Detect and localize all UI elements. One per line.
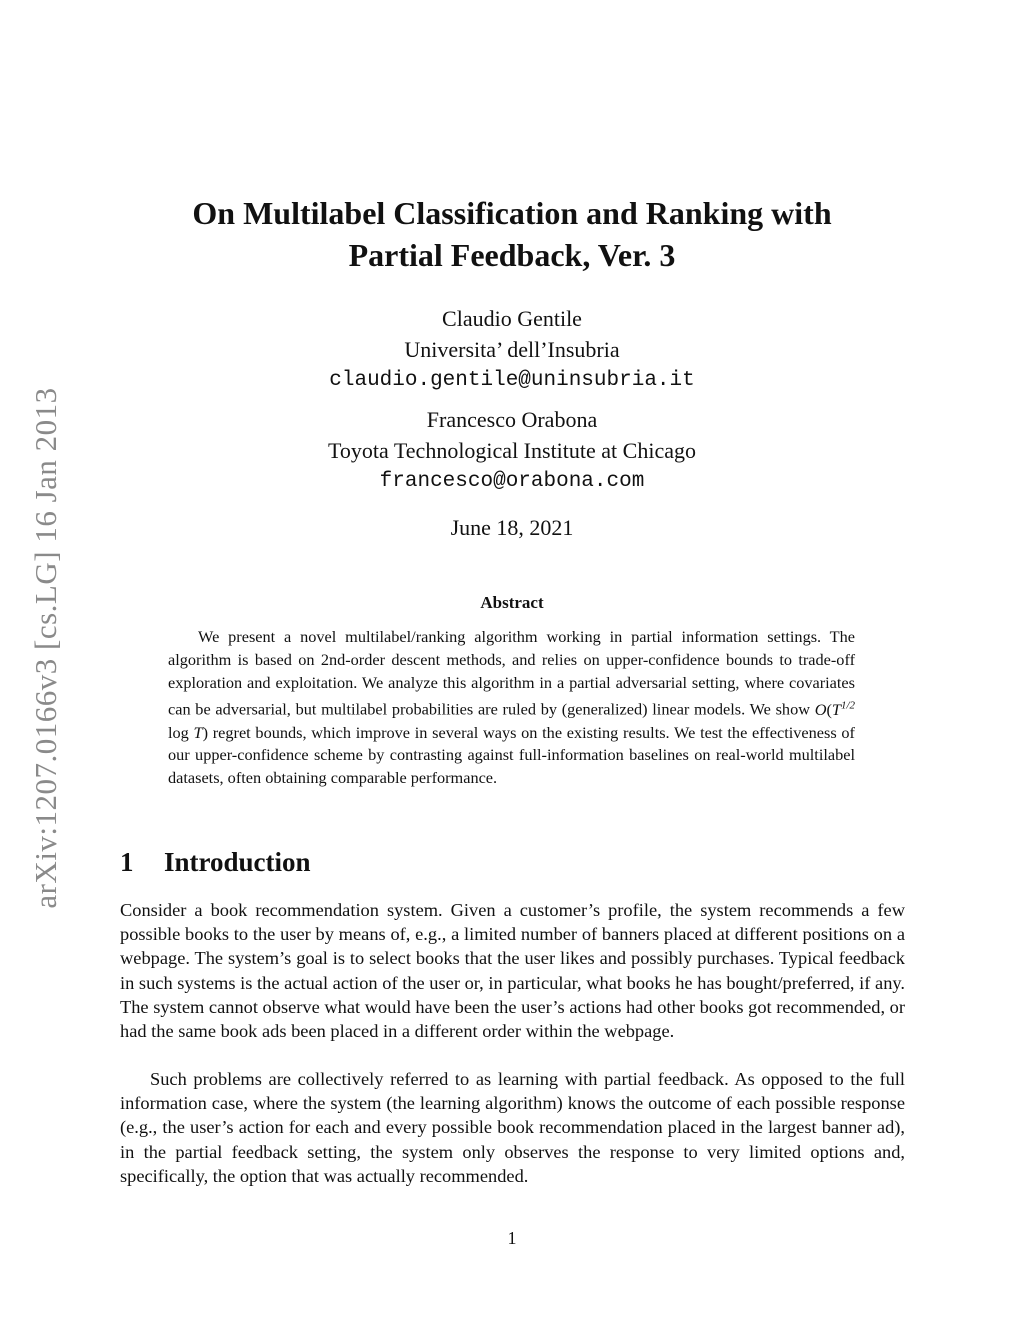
author-block-1 xyxy=(120,303,904,396)
formula-log: log xyxy=(168,722,194,742)
formula-t-variable-2: T xyxy=(193,722,203,742)
section-title: Introduction xyxy=(164,847,311,877)
section-heading-introduction xyxy=(120,845,311,879)
formula-close-paren: ) xyxy=(202,722,209,742)
author-email: claudio.gentile@uninsubria.it xyxy=(329,369,695,392)
intro-paragraph-2: Such problems are collectively referred to as learning with partial feedback. As opposed to the full information case, where the system (the learning algorithm) knows the outcome of each possible response (e.g., the user’s action for each and every possible book recommendation placed in the largest banner ad), in the partial feedback setting, the system only observes the response to very limited options and, specifically, the option that was actually recommended. xyxy=(120,1069,905,1186)
author-block-2 xyxy=(120,404,904,497)
arxiv-identifier-stamp: arXiv:1207.0166v3 [cs.LG] 16 Jan 2013 xyxy=(28,387,63,909)
abstract-text xyxy=(168,626,855,790)
formula-exponent: 1/2 xyxy=(840,699,855,712)
author-affiliation: Toyota Technological Institute at Chicago xyxy=(328,438,696,463)
author-email: francesco@orabona.com xyxy=(379,470,645,493)
paper-title-line-1: On Multilabel Classification and Ranking with xyxy=(192,195,832,231)
abstract-text-part-1: We present a novel multilabel/ranking algorithm working in partial information settings. The algorithm is based on 2nd-order descent methods, and relies on upper-confidence bounds to trade-off exploration and exploitation. We analyze this algorithm in a partial adversarial setting, where covariates can be adversarial, but multilabel probabilities are ruled by (generalized) linear models. We show xyxy=(168,627,855,719)
abstract-heading: Abstract xyxy=(480,593,544,612)
formula-open-paren: ( xyxy=(826,699,832,719)
formula-t-variable: T xyxy=(831,699,841,719)
section-number: 1 xyxy=(120,847,134,877)
abstract-text-part-2: regret bounds, which improve in several ways on the existing results. We test the effectiveness of our upper-confidence scheme by contrasting against full-information baselines on real-world multilabel datasets, often obtaining comparable performance. xyxy=(168,722,855,788)
author-name: Francesco Orabona xyxy=(426,407,598,432)
paper-date: June 18, 2021 xyxy=(450,515,574,540)
big-o-symbol: O xyxy=(814,699,827,719)
intro-paragraph-1: Consider a book recommendation system. Given a customer’s profile, the system recommends a few possible books to the user by means of, e.g., a limited number of banners placed at different positions on a webpage. The system’s goal is to select books that the user likes and possibly purchases. Typical feedback in such systems is the actual action of the user or, in particular, what books he has bought/preferred, if any. The system cannot observe what would have been the user’s actions had other books got recommended, or had the same book ads been placed in a different order within the webpage. xyxy=(120,900,905,1042)
author-affiliation: Universita’ dell’Insubria xyxy=(404,337,620,362)
author-name: Claudio Gentile xyxy=(442,306,582,331)
paper-title xyxy=(120,192,904,276)
paper-title-line-2: Partial Feedback, Ver. 3 xyxy=(348,237,676,273)
page-number: 1 xyxy=(507,1228,517,1248)
